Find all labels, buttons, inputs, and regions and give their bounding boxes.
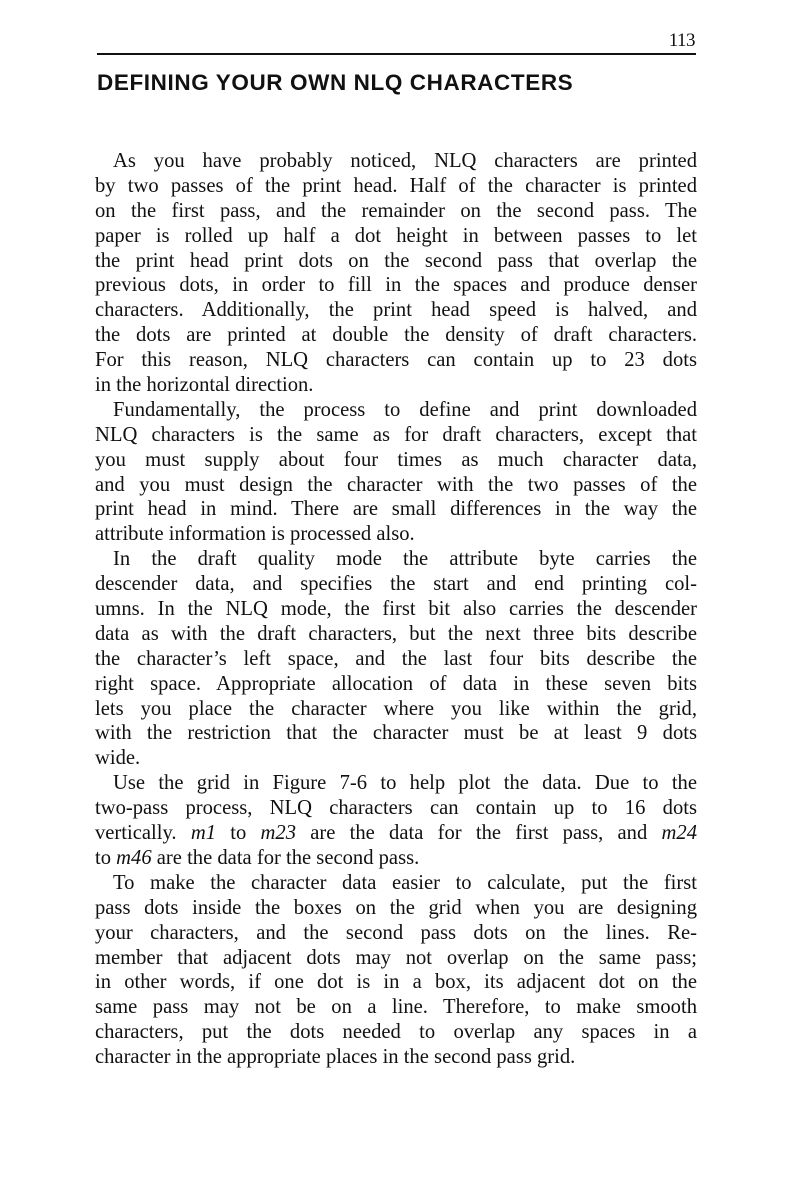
paragraph-3-line-6: right space. Appropriate allocation of data in these seven bits (95, 672, 697, 695)
text-run: to (95, 846, 117, 869)
paragraph-2-line-5: print head in mind. There are small differences in the way the (95, 498, 697, 521)
paragraph-4-line-2: two-pass process, NLQ characters can contain up to 16 dots (95, 797, 697, 820)
paragraph-2-line-1: Fundamentally, the process to define and print downloaded (113, 398, 697, 421)
paragraph-2-line-2: NLQ characters is the same as for draft characters, except that (95, 423, 697, 446)
paragraph-5-line-2: pass dots inside the boxes on the grid when you are designing (95, 896, 697, 919)
paragraph-3-line-3: umns. In the NLQ mode, the first bit also carries the descender (95, 598, 697, 621)
paragraph-5-line-4: member that adjacent dots may not overlap on the same pass; (95, 946, 697, 969)
paragraph-1-line-9: For this reason, NLQ characters can contain up to 23 dots (95, 349, 697, 372)
variable-m1: m1 (190, 822, 216, 845)
paragraph-1-line-1: As you have probably noticed, NLQ characters are printed (113, 150, 697, 172)
paragraph-5-line-5: in other words, if one dot is in a box, its adjacent dot on the (95, 971, 697, 994)
paragraph-2-line-6: attribute information is processed also. (95, 523, 415, 546)
variable-m24: m24 (661, 822, 697, 845)
paragraph-3-line-2: descender data, and specifies the start and end printing col- (95, 573, 697, 596)
paragraph-1-line-4: paper is rolled up half a dot height in between passes to let (95, 224, 697, 247)
paragraph-4-line-3 (95, 821, 697, 846)
paragraph-1-line-5: the print head print dots on the second pass that overlap the (95, 249, 697, 272)
paragraph-5-line-8: character in the appropriate places in the second pass grid. (95, 1046, 576, 1069)
text-run: vertically. (95, 822, 191, 845)
paragraph-1-line-7: characters. Additionally, the print head speed is halved, and (95, 299, 697, 322)
text-run: are the data for the second pass. (151, 846, 420, 869)
header-rule (97, 53, 696, 55)
paragraph-3-line-8: with the restriction that the character must be at least 9 dots (95, 722, 697, 745)
paragraph-5-line-3: your characters, and the second pass dots on the lines. Re- (95, 921, 697, 944)
variable-m46: m46 (116, 846, 152, 869)
paragraph-1-line-2: by two passes of the print head. Half of the character is printed (95, 174, 697, 197)
paragraph-1-line-8: the dots are printed at double the density of draft characters. (95, 324, 697, 347)
text-run: to (216, 822, 261, 845)
paragraph-3-line-4: data as with the draft characters, but the next three bits describe (95, 622, 697, 645)
paragraph-3-line-7: lets you place the character where you like within the grid, (95, 697, 697, 720)
page-number: 113 (668, 30, 695, 51)
paragraph-3-line-1: In the draft quality mode the attribute byte carries the (113, 548, 697, 571)
paragraph-1-line-6: previous dots, in order to fill in the spaces and produce denser (95, 274, 697, 297)
paragraph-4-line-4 (95, 846, 697, 871)
text-run: are the data for the first pass, and (296, 822, 662, 845)
paragraph-2-line-4: and you must design the character with the two passes of the (95, 473, 697, 496)
paragraph-1-line-3: on the first pass, and the remainder on the second pass. The (95, 199, 697, 222)
paragraph-2-line-3: you must supply about four times as much character data, (95, 448, 697, 471)
paragraph-5-line-7: characters, put the dots needed to overlap any spaces in a (95, 1021, 697, 1044)
section-heading: DEFINING YOUR OWN NLQ CHARACTERS (97, 70, 574, 95)
paragraph-4-line-1: Use the grid in Figure 7-6 to help plot the data. Due to the (113, 772, 697, 795)
paragraph-1-line-10: in the horizontal direction. (95, 374, 314, 397)
body-text (95, 149, 697, 1070)
variable-m23: m23 (260, 822, 296, 845)
paragraph-3-line-5: the character’s left space, and the last four bits describe the (95, 647, 697, 670)
paragraph-5-line-1: To make the character data easier to calculate, put the first (113, 871, 697, 894)
paragraph-3-line-9: wide. (95, 747, 141, 770)
paragraph-5-line-6: same pass may not be on a line. Therefore, to make smooth (95, 996, 697, 1019)
